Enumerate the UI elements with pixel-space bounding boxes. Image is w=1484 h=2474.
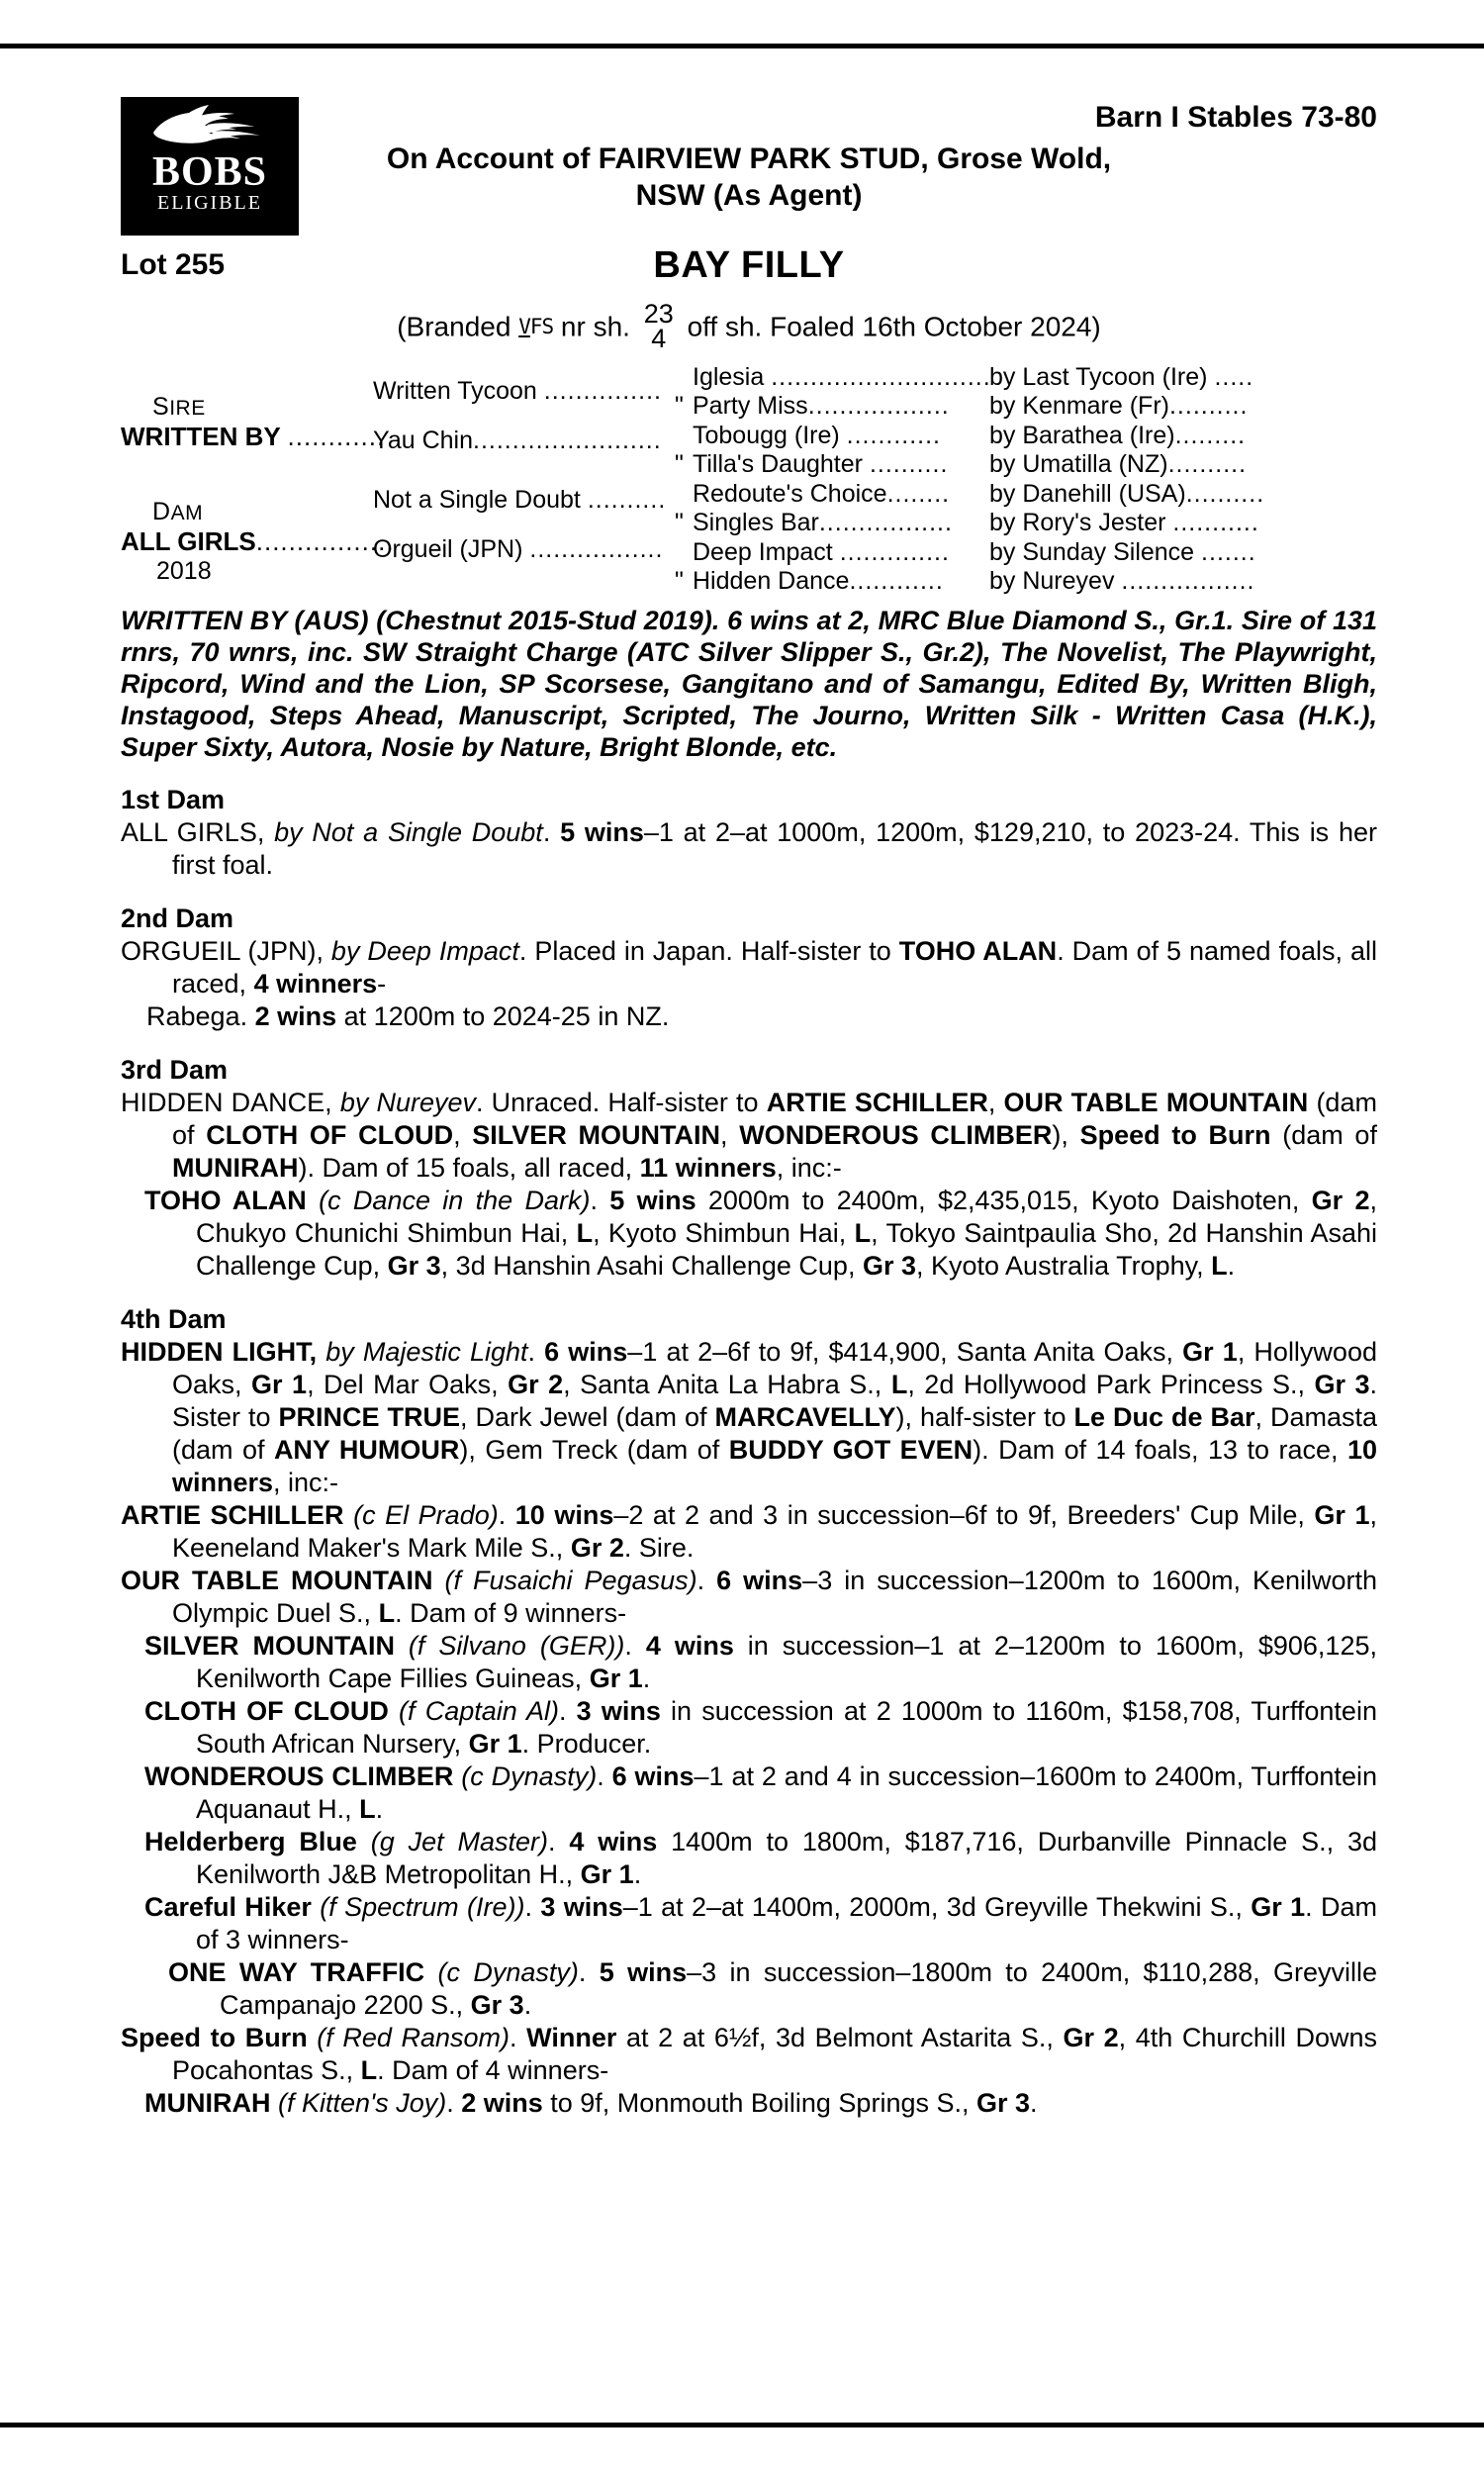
- progeny-sire: (c Dynasty): [437, 1957, 579, 1987]
- progeny-wins: 2 wins: [254, 1001, 337, 1031]
- gg-1-dots: ............................: [771, 363, 991, 391]
- grandparent-4-dots: .................: [529, 535, 664, 563]
- progeny-body: . 2 wins to 9f, Monmouth Boiling Springs S., Gr 3.: [446, 2088, 1038, 2118]
- gg-by-3-name: by Barathea (Ire): [989, 422, 1175, 449]
- gg-by-7-dots: .......: [1201, 538, 1256, 566]
- second-dam-text1: . Placed in Japan. Half-sister to: [518, 936, 891, 966]
- gg-5-dots: ........: [886, 480, 951, 508]
- progeny-body: . 6 wins–1 at 2 and 4 in succession–1600m to 2400m, Turffontein Aquanaut H., L.: [196, 1761, 1377, 1824]
- brand-fraction-numerator: 23: [643, 299, 674, 329]
- sire-name-text: WRITTEN BY: [121, 422, 281, 451]
- progeny-sire: (f Fusaichi Pegasus): [444, 1566, 697, 1595]
- fourth-dam-text: [121, 1336, 1377, 1499]
- fourth-dam-heading: 4th Dam: [121, 1304, 227, 1334]
- second-dam-winners: 4 winners: [253, 969, 378, 999]
- progeny-sire: (g Jet Master): [370, 1827, 548, 1856]
- progeny-body: . 4 wins in succession–1 at 2–1200m to 1600m, $906,125, Kenilworth Cape Fillies Guineas, Gr 1.: [196, 1631, 1377, 1693]
- progeny-name: SILVER MOUNTAIN: [144, 1631, 395, 1661]
- grandparent-4-name: Orgueil (JPN): [373, 535, 523, 563]
- dam-dots: .................: [255, 526, 395, 556]
- great-grandparent-4: [675, 450, 949, 479]
- first-dam-wins: 5 wins: [560, 817, 644, 847]
- progeny-sire: (f Silvano (GER)): [408, 1631, 625, 1661]
- progeny-body: . 3 wins–1 at 2–at 1400m, 2000m, 3d Greyville Thekwini S., Gr 1. Dam of 3 winners-: [196, 1892, 1377, 1954]
- gg-4-mark: ": [675, 450, 684, 478]
- brand-fraction-denominator: 4: [651, 324, 667, 353]
- account-line-1: On Account of FAIRVIEW PARK STUD, Grose Wold,: [386, 143, 1112, 175]
- great-grandparent-6: [675, 509, 953, 537]
- gg-by-5-name: by Danehill (USA): [989, 480, 1186, 508]
- second-dam-text: [121, 935, 1377, 1000]
- page-header: [121, 79, 1377, 242]
- gg-4-dots: ..........: [869, 450, 949, 478]
- gg-by-6-name: by Rory's Jester: [989, 509, 1166, 536]
- progeny-name: Careful Hiker: [144, 1892, 312, 1922]
- gg-8-name: Hidden Dance: [693, 567, 850, 595]
- gg-6-name: Singles Bar: [693, 509, 819, 536]
- great-grandparent-1: [693, 363, 991, 392]
- grandparent-1: [373, 377, 662, 406]
- branding-line: [121, 299, 1377, 353]
- branded-prefix: (Branded: [397, 311, 511, 342]
- progeny-name: MUNIRAH: [144, 2088, 271, 2118]
- second-dam-progeny-1: [121, 1000, 1377, 1033]
- gg-by-7: [989, 538, 1256, 567]
- gg-by-3-dots: .........: [1174, 422, 1247, 449]
- progeny-sire: (f Captain Al): [399, 1696, 559, 1726]
- second-dam-heading: 2nd Dam: [121, 904, 234, 933]
- progeny-body: . Winner at 2 at 6½f, 3d Belmont Astarita S., Gr 2, 4th Churchill Downs Pocahontas S., L. Dam of 4 winners-: [172, 2023, 1377, 2085]
- pedigree-table: [121, 365, 1377, 595]
- gg-by-6-dots: ...........: [1172, 509, 1259, 536]
- fourth-dam-by: by Majestic Light: [325, 1337, 528, 1367]
- brand-fraction: [643, 299, 674, 353]
- progeny-name: Rabega.: [146, 1001, 248, 1031]
- fourth-dam-progeny-9: [121, 2022, 1377, 2087]
- gg-6-dots: .................: [818, 509, 953, 536]
- sire-dots: ............: [287, 422, 386, 451]
- fourth-dam-progeny-5: [121, 1760, 1377, 1826]
- progeny-body: . 6 wins–3 in succession–1200m to 1600m, Kenilworth Olympic Duel S., L. Dam of 9 winners-: [172, 1566, 1378, 1628]
- second-dam-relative: TOHO ALAN: [898, 936, 1058, 966]
- grandparent-2-dots: ........................: [473, 427, 662, 454]
- grandparent-2-name: Yau Chin: [373, 427, 473, 454]
- progeny-sire: (f Kitten's Joy): [278, 2088, 447, 2118]
- pedigree-col-grandparents: [373, 365, 690, 595]
- gg-7-name: Deep Impact: [693, 538, 833, 566]
- fourth-dam-progeny-1: [121, 1499, 1377, 1565]
- progeny-body: . 4 wins 1400m to 1800m, $187,716, Durbanville Pinnacle S., 3d Kenilworth J&B Metropolitan H., Gr 1.: [196, 1827, 1377, 1889]
- fourth-dam-progeny-list: [121, 1499, 1377, 2120]
- fourth-dam-body: . 6 wins–1 at 2–6f to 9f, $414,900, Santa Anita Oaks, Gr 1, Hollywood Oaks, Gr 1, Del Mar Oaks, Gr 2, Santa Anita La Habra S., L, 2d Hollywood Park Princess S., Gr 3. Sister to PRINCE TRUE, Dark Jewel (dam of MARCAVELLY), half-sister to Le Duc de Bar, Damasta (dam of ANY HUMOUR), Gem Treck (dam of BUDDY GOT EVEN). Dam of 14 foals, 13 to race, 10 winners, inc:-: [172, 1337, 1378, 1497]
- gg-1-name: Iglesia: [693, 363, 765, 391]
- gg-by-2-name: by Kenmare (Fr): [989, 392, 1169, 420]
- first-dam-heading: 1st Dam: [121, 785, 226, 814]
- gg-by-1: [989, 363, 1253, 392]
- progeny-rest: at 1200m to 2024-25 in NZ.: [336, 1001, 670, 1031]
- first-dam-name: ALL GIRLS,: [121, 817, 265, 847]
- fourth-dam-progeny-6: [121, 1826, 1377, 1891]
- third-dam-by: by Nureyev: [339, 1088, 477, 1117]
- grandparent-1-name: Written Tycoon: [373, 377, 537, 405]
- account-line-2: NSW (As Agent): [635, 179, 863, 212]
- fourth-dam-progeny-7: [121, 1891, 1377, 1956]
- great-grandparent-3: [693, 422, 941, 450]
- great-grandparent-5: [693, 480, 950, 509]
- progeny-name: Speed to Burn: [121, 2023, 308, 2052]
- second-dam-name: ORGUEIL (JPN),: [121, 936, 324, 966]
- progeny-body: . 3 wins in succession at 2 1000m to 1160m, $158,708, Turffontein South African Nursery, Gr 1. Producer.: [196, 1696, 1377, 1759]
- progeny-body: . 10 wins–2 at 2 and 3 in succession–6f to 9f, Breeders' Cup Mile, Gr 1, Keeneland Maker's Mark Mile S., Gr 2. Sire.: [172, 1500, 1377, 1563]
- gg-6-mark: ": [675, 509, 684, 536]
- brand-mark-icon: VFS: [518, 315, 554, 339]
- progeny-name: WONDEROUS CLIMBER: [144, 1761, 454, 1791]
- grandparent-4: [373, 535, 663, 564]
- great-grandparent-2: [675, 392, 950, 421]
- first-dam-text: ALL GIRLS, by Not a Single Doubt. 5 wins–1 at 2–at 1000m, 1200m, $129,210, to 2023-24. This is her first foal.: [121, 817, 1377, 880]
- gg-7-dots: ..............: [839, 538, 950, 566]
- third-dam-progeny-1: [121, 1185, 1377, 1283]
- branded-suffix: off sh. Foaled 16th October 2024): [687, 311, 1101, 342]
- sire-description: WRITTEN BY (AUS) (Chestnut 2015-Stud 2019). 6 wins at 2, MRC Blue Diamond S., Gr.1. Sire of 131 rnrs, 70 wnrs, inc. SW Straight Charge (ATC Silver Slipper S., Gr.2), The Novelist, The Playwright, Ripcord, Wind and the Lion, SP Scorsese, Gangitano and of Samangu, Edited By, Written Bligh, Instagood, Steps Ahead, Manuscript, Scripted, The Journo, Written Silk - Written Casa (H.K.), Super Sixty, Autora, Nosie by Nature, Bright Blonde, etc.: [121, 606, 1377, 762]
- gg-by-4-name: by Umatilla (NZ): [989, 450, 1168, 478]
- barn-stables-label: Barn I Stables 73-80: [1094, 101, 1377, 134]
- progeny-sire: (f Red Ransom): [317, 2023, 510, 2052]
- lot-number: Lot 255: [121, 248, 226, 281]
- gg-8-dots: ............: [849, 567, 944, 595]
- dam-label: DAM: [152, 498, 204, 525]
- gg-8-mark: ": [675, 567, 684, 595]
- branded-mid: nr sh.: [560, 311, 630, 342]
- first-dam-rest: –1 at 2–at 1000m, 1200m, $129,210, to 2023-24. This is her first foal.: [172, 817, 1377, 880]
- third-dam-text: [121, 1087, 1377, 1185]
- sire-block: [121, 393, 386, 452]
- gg-3-name: Tobougg (Ire): [693, 422, 840, 449]
- fourth-dam-progeny-10: [121, 2087, 1377, 2120]
- fourth-dam-progeny-2: [121, 1565, 1377, 1630]
- gg-by-7-name: by Sunday Silence: [989, 538, 1195, 566]
- progeny-name: Helderberg Blue: [144, 1827, 357, 1856]
- progeny-sire: (c El Prado): [353, 1500, 499, 1530]
- progeny-sire: (c Dynasty): [461, 1761, 598, 1791]
- dam-name: [121, 526, 395, 557]
- sire-name: [121, 422, 386, 452]
- progeny-name: OUR TABLE MOUNTAIN: [121, 1566, 433, 1595]
- gg-by-8-dots: .................: [1121, 567, 1255, 595]
- gg-4-name: Tilla's Daughter: [693, 450, 863, 478]
- gg-by-1-dots: .....: [1214, 363, 1254, 391]
- gg-by-5: [989, 480, 1264, 509]
- third-dam-body: . Unraced. Half-sister to ARTIE SCHILLER, OUR TABLE MOUNTAIN (dam of CLOTH OF CLOUD, SILVER MOUNTAIN, WONDEROUS CLIMBER), Speed to Burn (dam of MUNIRAH). Dam of 15 foals, all raced, 11 winners, inc:-: [172, 1088, 1377, 1183]
- fourth-dam-progeny-8: [121, 1956, 1377, 2022]
- dam-year: 2018: [156, 557, 212, 585]
- gg-by-3: [989, 422, 1246, 450]
- first-dam-by: by Not a Single Doubt: [274, 817, 543, 847]
- progeny-name: ARTIE SCHILLER: [121, 1500, 344, 1530]
- grandparent-2: [373, 427, 662, 455]
- dam-name-text: ALL GIRLS: [121, 526, 256, 556]
- gg-2-dots: ..................: [807, 392, 950, 420]
- progeny-sire: (c Dance in the Dark): [319, 1186, 591, 1215]
- grandparent-3: [373, 486, 666, 515]
- progeny-name: ONE WAY TRAFFIC: [168, 1957, 425, 1987]
- fourth-dam-progeny-4: [121, 1695, 1377, 1760]
- gg-5-name: Redoute's Choice: [693, 480, 887, 508]
- lot-title-row: [121, 244, 1377, 300]
- gg-by-5-dots: ..........: [1185, 480, 1265, 508]
- progeny-body: . 5 wins–3 in succession–1800m to 2400m, $110,288, Greyville Campanajo 2200 S., Gr 3.: [220, 1957, 1377, 2020]
- logo-wordmark: BOBS: [151, 149, 268, 195]
- progeny-body: . 5 wins 2000m to 2400m, $2,435,015, Kyoto Daishoten, Gr 2, Chukyo Chunichi Shimbun Hai, L, Kyoto Shimbun Hai, L, Tokyo Saintpaulia Sho, 2d Hanshin Asahi Challenge Cup, Gr 3, 3d Hanshin Asahi Challenge Cup, Gr 3, Kyoto Australia Trophy, L.: [196, 1186, 1377, 1281]
- sire-label: SIRE: [152, 393, 206, 421]
- page-title: BAY FILLY: [653, 244, 845, 286]
- progeny-name: TOHO ALAN: [144, 1186, 307, 1215]
- account-of-label: [121, 141, 1377, 214]
- gg-by-4-dots: ..........: [1167, 450, 1248, 478]
- third-dam-name: HIDDEN DANCE,: [121, 1088, 332, 1117]
- gg-2-name: Party Miss: [693, 392, 808, 420]
- second-dam-by: by Deep Impact: [330, 936, 519, 966]
- page-content: [121, 79, 1377, 2120]
- fourth-dam-progeny-3: [121, 1630, 1377, 1695]
- gg-by-8-name: by Nureyev: [989, 567, 1115, 595]
- progeny-name: CLOTH OF CLOUD: [144, 1696, 389, 1726]
- gg-3-dots: ............: [846, 422, 942, 449]
- pedigree-col-parents: [121, 365, 395, 595]
- pedigree-col-great-grandparents: [675, 363, 991, 595]
- gg-2-mark: ": [675, 392, 684, 420]
- pedigree-col-sires-of: [989, 365, 1377, 595]
- grandparent-3-dots: ..........: [587, 486, 667, 514]
- gg-by-6: [989, 509, 1259, 537]
- fourth-dam-name: HIDDEN LIGHT,: [121, 1337, 318, 1367]
- dam-block: [121, 498, 395, 586]
- great-grandparent-8: [675, 567, 944, 596]
- great-grandparent-7: [693, 538, 950, 567]
- progeny-sire: (f Spectrum (Ire)): [320, 1892, 525, 1922]
- gg-by-2-dots: ..........: [1168, 392, 1249, 420]
- gg-by-1-name: by Last Tycoon (Ire): [989, 363, 1208, 391]
- top-rule: [0, 44, 1484, 48]
- second-dam-text2: . Dam of 5 named foals, all raced,: [172, 936, 1377, 999]
- bottom-rule: [0, 2423, 1484, 2427]
- grandparent-3-name: Not a Single Doubt: [373, 486, 581, 514]
- logo-subtext: ELIGIBLE: [157, 192, 262, 214]
- gg-by-2: [989, 392, 1248, 421]
- third-dam-heading: 3rd Dam: [121, 1055, 229, 1085]
- grandparent-1-dots: ...............: [543, 377, 662, 405]
- gg-by-4: [989, 450, 1247, 479]
- second-dam-dash: -: [377, 969, 387, 999]
- gg-by-8: [989, 567, 1255, 596]
